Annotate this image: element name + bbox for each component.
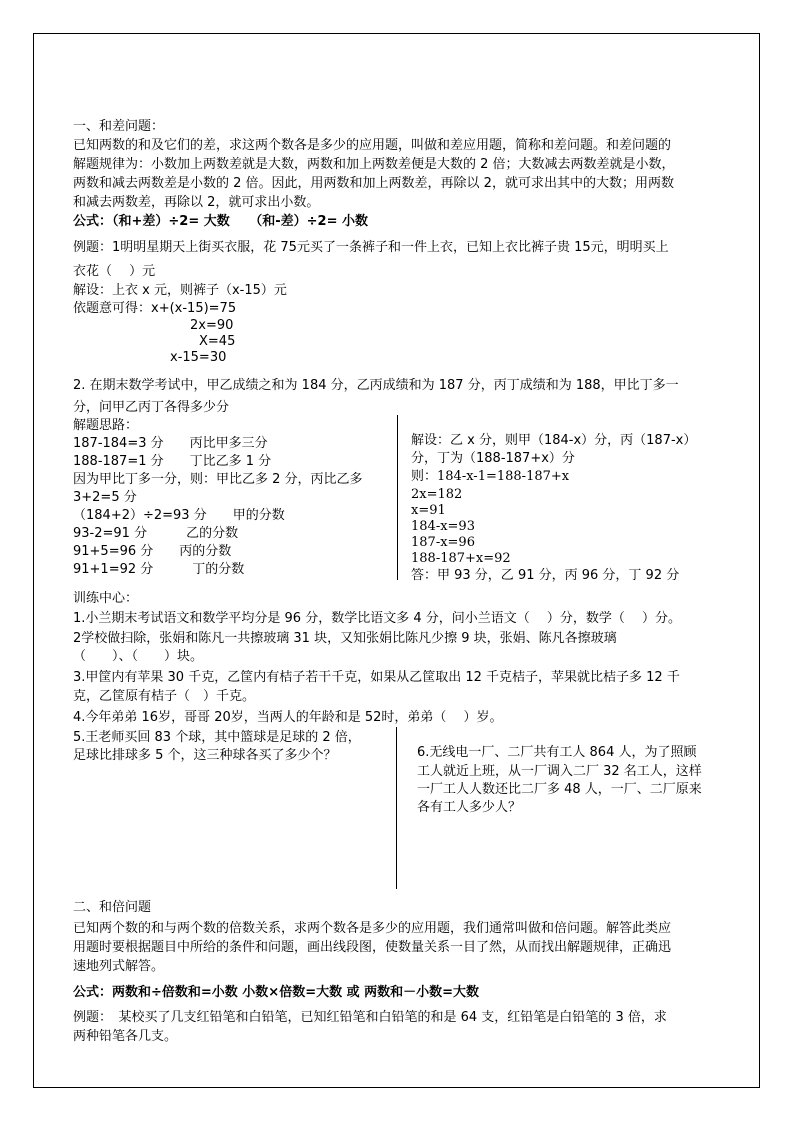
question2-line: 2. 在期末数学考试中，甲乙成绩之和为 184 分，乙丙成绩和为 187 分，丙丁成绩和为 188，甲比丁多一 (73, 378, 679, 393)
training-item: 1.小兰期末考试语文和数学平均分是 96 分，数学比语文多 4 分，问小兰语文（ ）分，数学（ ）分。 (73, 611, 682, 626)
section1-solution-line: x-15=30 (170, 350, 227, 365)
q2-right-line: 187-x=96 (411, 535, 475, 550)
training-item: 4.今年弟弟 16岁，哥哥 20岁，当两人的年龄和是 52时，弟弟（ ）岁。 (73, 710, 503, 725)
q2-right-line: 184-x=93 (411, 519, 475, 534)
section1-intro-line: 解题规律为：小数加上两数差就是大数，两数和加上两数差便是大数的 2 倍；大数减去两数差就是小数， (73, 157, 675, 172)
section1-intro-line: 两数和减去两数差是小数的 2 倍。因此，用两数和加上两数差，再除以 2，就可求出其中的大数；用两数 (73, 176, 674, 191)
q2-left-line: （184+2）÷2=93 分 甲的分数 (73, 508, 285, 523)
section1-intro-line: 和减去两数差，再除以 2，就可求出小数。 (73, 195, 320, 210)
section2-intro-line: 用题时要根据题目中所给的条件和问题，画出线段图，使数量关系一目了然，从而找出解题规律，正确迅 (73, 940, 672, 955)
section1-solution-line: 依题意可得：x+(x-15)=75 (73, 301, 237, 316)
q2-left-line: 因为甲比丁多一分，则：甲比乙多 2 分，丙比乙多 (73, 472, 363, 487)
section1-solution-line: X=45 (199, 334, 236, 349)
section1-example-line: 衣花（ ）元 (73, 264, 156, 279)
question6-line: 工人就近上班，从一厂调入二厂 32 名工人，这样 (417, 764, 702, 779)
q2-right-line: x=91 (411, 503, 446, 518)
section2-intro-line: 已知两个数的和与两个数的倍数关系，求两个数各是多少的应用题，我们通常叫做和倍问题。解答此类应 (73, 921, 672, 936)
q2-left-line: 解题思路： (73, 418, 139, 433)
section1-intro-line: 已知两数的和及它们的差，求这两个数各是多少的应用题，叫做和差应用题，简称和差问题。和差问题的 (73, 138, 672, 153)
training-column-divider (396, 727, 397, 889)
question6-line: 各有工人多少人？ (417, 800, 522, 815)
section1-solution-line: 2x=90 (190, 318, 234, 333)
q2-right-line: 解设：乙 x 分，则甲（184-x）分，丙（187-x） (411, 433, 697, 448)
q2-column-divider (397, 415, 398, 580)
q2-right-line: 2x=182 (411, 487, 463, 502)
section2-intro-line: 速地列式解答。 (73, 959, 165, 974)
section1-example-line: 例题：1明明星期天上街买衣服，花 75元买了一条裤子和一件上衣，已知上衣比裤子贵 15元，明明买上 (73, 240, 669, 255)
section2-example-line: 两种铅笔各几支。 (73, 1029, 178, 1044)
section1-heading: 一、和差问题： (73, 119, 165, 134)
training-item: （ ）、（ ）块。 (73, 649, 204, 664)
question2-line: 分，问甲乙丙丁各得多少分 (73, 400, 230, 415)
q2-left-line: 91+5=96 分 丙的分数 (73, 544, 232, 559)
question6-line: 一厂工人人数还比二厂多 48 人，一厂、二厂原来 (417, 782, 702, 797)
section1-formula: 公式：（和+差）÷2= 大数 （和-差）÷2= 小数 (73, 214, 369, 229)
training-item: 克，乙筐原有桔子（ ）千克。 (73, 689, 256, 704)
q2-left-line: 3+2=5 分 (73, 490, 137, 505)
q2-left-line: 187-184=3 分 丙比甲多三分 (73, 436, 268, 451)
q2-right-line: 则：184-x-1=188-187+x (411, 469, 570, 484)
section2-formula: 公式：两数和÷倍数和=小数 小数×倍数=大数 或 两数和－小数=大数 (73, 985, 480, 1000)
q2-left-line: 93-2=91 分 乙的分数 (73, 526, 239, 541)
q2-right-line: 答：甲 93 分，乙 91 分，丙 96 分，丁 92 分 (411, 568, 680, 583)
section2-heading: 二、和倍问题 (73, 900, 152, 915)
q2-left-line: 188-187=1 分 丁比乙多 1 分 (73, 454, 272, 469)
training-item: 2学校做扫除，张娟和陈凡一共擦玻璃 31 块，又知张娟比陈凡少擦 9 块，张娟、陈凡各擦玻璃 (73, 631, 617, 646)
q2-right-line: 分，丁为（188-187+x）分 (411, 451, 575, 466)
training-heading: 训练中心： (73, 591, 139, 606)
q2-right-line: 188-187+x=92 (411, 551, 511, 566)
question5-line: 足球比排球多 5 个，这三种球各买了多少个？ (73, 748, 337, 763)
question6-line: 6.无线电一厂、二厂共有工人 864 人，为了照顾 (417, 745, 697, 760)
training-item: 3.甲筐内有苹果 30 千克，乙筐内有桔子若干千克，如果从乙筐取出 12 千克桔子，苹果就比桔子多 12 千 (73, 670, 680, 685)
section1-solution-line: 解设：上衣 x 元，则裤子（x-15）元 (73, 283, 287, 298)
q2-left-line: 91+1=92 分 丁的分数 (73, 562, 245, 577)
question5-line: 5.王老师买回 83 个球，其中篮球是足球的 2 倍， (73, 730, 361, 745)
section2-example-line: 例题： 某校买了几支红铅笔和白铅笔，已知红铅笔和白铅笔的和是 64 支，红铅笔是白铅笔的 3 倍，求 (73, 1010, 667, 1025)
